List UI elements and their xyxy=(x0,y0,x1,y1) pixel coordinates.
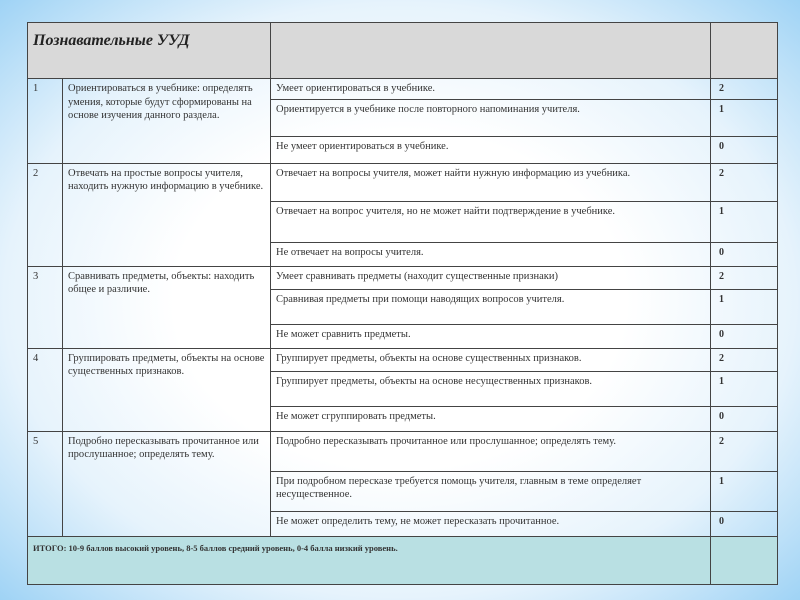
criterion-text: Ориентируется в учебнике после повторного напоминания учителя. xyxy=(271,99,711,136)
criterion-score: 2 xyxy=(711,266,778,289)
criterion-score: 0 xyxy=(711,511,778,536)
criterion-text: Отвечает на вопрос учителя, но не может найти подтверждение в учебнике. xyxy=(271,201,711,242)
footer-row xyxy=(28,536,778,584)
criterion-score: 0 xyxy=(711,406,778,431)
criterion-score: 0 xyxy=(711,324,778,348)
criterion-text: Не отвечает на вопросы учителя. xyxy=(271,242,711,266)
criterion-text: Сравнивая предметы при помощи наводящих вопросов учителя. xyxy=(271,289,711,324)
criterion-text: При подробном пересказе требуется помощь учителя, главным в теме определяет несущественное. xyxy=(271,471,711,511)
header-empty-cell xyxy=(711,23,778,79)
item-number: 1 xyxy=(28,79,63,164)
table-row xyxy=(28,348,778,371)
criterion-score: 0 xyxy=(711,136,778,163)
criterion-text: Не может сгруппировать предметы. xyxy=(271,406,711,431)
criterion-score: 2 xyxy=(711,431,778,471)
criterion-score: 2 xyxy=(711,348,778,371)
criterion-text: Умеет сравнивать предметы (находит существенные признаки) xyxy=(271,266,711,289)
skill-description: Отвечать на простые вопросы учителя, находить нужную информацию в учебнике. xyxy=(63,163,271,266)
item-number: 3 xyxy=(28,266,63,348)
criterion-text: Группирует предметы, объекты на основе существенных признаков. xyxy=(271,348,711,371)
header-empty-cell xyxy=(271,23,711,79)
criterion-text: Не может сравнить предметы. xyxy=(271,324,711,348)
item-number: 4 xyxy=(28,348,63,431)
criterion-text: Подробно пересказывать прочитанное или прослушанное; определять тему. xyxy=(271,431,711,471)
criterion-text: Умеет ориентироваться в учебнике. xyxy=(271,79,711,100)
item-number: 5 xyxy=(28,431,63,536)
header-row xyxy=(28,23,778,79)
assessment-table xyxy=(27,22,778,585)
table-row xyxy=(28,266,778,289)
footer-empty-cell xyxy=(711,536,778,584)
skill-description: Ориентироваться в учебнике: определять умения, которые будут сформированы на основе изучения данного раздела. xyxy=(63,79,271,164)
skill-description: Подробно пересказывать прочитанное или прослушанное; определять тему. xyxy=(63,431,271,536)
criterion-text: Не может определить тему, не может пересказать прочитанное. xyxy=(271,511,711,536)
criterion-score: 1 xyxy=(711,471,778,511)
table-row xyxy=(28,79,778,100)
criterion-text: Не умеет ориентироваться в учебнике. xyxy=(271,136,711,163)
item-number: 2 xyxy=(28,163,63,266)
table-row xyxy=(28,163,778,201)
criterion-score: 1 xyxy=(711,371,778,406)
criterion-score: 0 xyxy=(711,242,778,266)
skill-description: Группировать предметы, объекты на основе существенных признаков. xyxy=(63,348,271,431)
criterion-text: Группирует предметы, объекты на основе несущественных признаков. xyxy=(271,371,711,406)
table-row xyxy=(28,431,778,471)
skill-description: Сравнивать предметы, объекты: находить общее и различие. xyxy=(63,266,271,348)
table-title: Познавательные УУД xyxy=(28,23,271,79)
criterion-score: 2 xyxy=(711,163,778,201)
criterion-score: 1 xyxy=(711,201,778,242)
total-summary: ИТОГО: 10-9 баллов высокий уровень, 8-5 баллов средний уровень, 0-4 балла низкий уровень. xyxy=(28,536,711,584)
criterion-score: 2 xyxy=(711,79,778,100)
criterion-score: 1 xyxy=(711,99,778,136)
criterion-text: Отвечает на вопросы учителя, может найти нужную информацию из учебника. xyxy=(271,163,711,201)
criterion-score: 1 xyxy=(711,289,778,324)
